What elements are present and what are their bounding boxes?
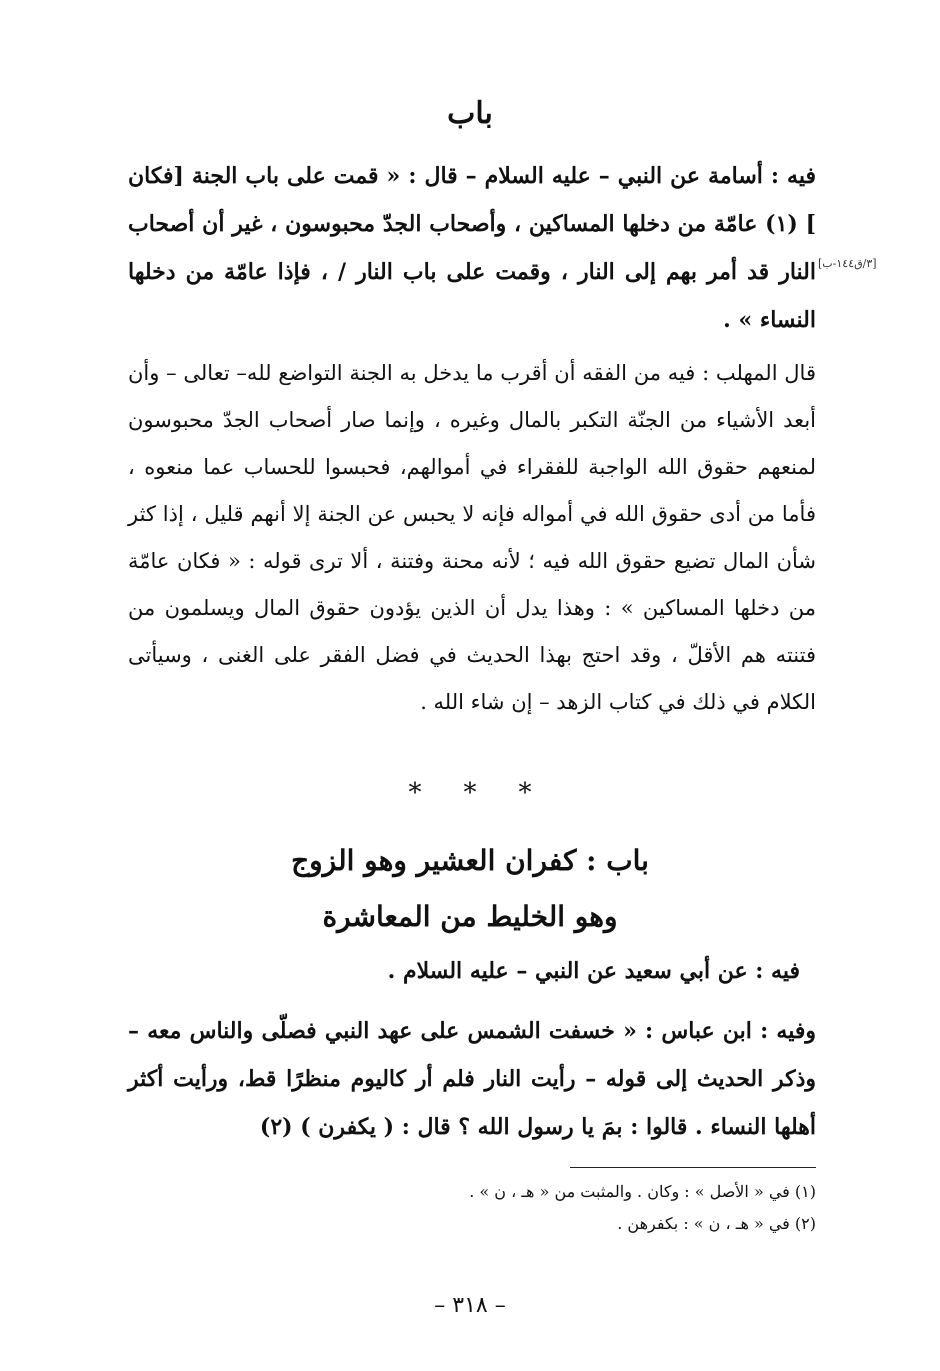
footnote-divider <box>570 1167 816 1168</box>
hadith-paragraph-3: وفيه : ابن عباس : « خسفت الشمس على عهد النبي فصلّى والناس معه – وذكر الحديث إلى قوله – رأيت النار فلم أر كاليوم منظرًا قط، ورأيت أكثر أهلها النساء . قالوا : بمَ يا رسول الله ؟ قال : ( يكفرن ) (٢) <box>128 1018 816 1140</box>
footnotes <box>300 1176 816 1240</box>
footnote-2: (٢) في « هـ ، ن » : بكفرهن . <box>617 1214 816 1233</box>
section-separator: *** <box>408 778 574 808</box>
commentary-paragraph: قال المهلب : فيه من الفقه أن أقرب ما يدخل به الجنة التواضع لله– تعالى – وأن أبعد الأشياء من الجنّة التكبر بالمال وغيره ، وإنما صار أصحاب الجدّ محبوسون لمنعهم حقوق الله الواجبة للفقراء في أموالهم، فحبسوا للحساب عما منعوه ، فأما من أدى حقوق الله في أمواله فإنه لا يحبس عن الجنة إلا أنهم قليل ، إذا كثر شأن المال تضيع حقوق الله فيه ؛ لأنه محنة وفتنة ، ألا ترى قوله : « فكان عامّة من دخلها المساكين » : وهذا يدل أن الذين يؤدون حقوق المال ويسلمون من فتنته هم الأقلّ ، وقد احتج بهذا الحديث في فضل الفقر على الغنى ، وسيأتى الكلام في ذلك في كتاب الزهد – إن شاء الله . <box>128 361 816 714</box>
hadith-paragraph-2: فيه : عن أبي سعيد عن النبي – عليه السلام . <box>387 958 800 984</box>
chapter-heading-line-2: وهو الخليط من المعاشرة <box>322 900 618 933</box>
chapter-heading <box>0 833 940 945</box>
hadith-paragraph-1: فيه : أسامة عن النبي – عليه السلام – قال : « قمت على باب الجنة [فكان ] (١) عامّة من دخلها المساكين ، وأصحاب الجدّ محبوسون ، غير أن أصحاب النار قد أمر بهم إلى النار ، وقمت على باب النار / ، فإذا عامّة من دخلها النساء » . <box>128 163 816 333</box>
chapter-heading-line-1: باب : كفران العشير وهو الزوج <box>291 844 649 877</box>
page-number: – ٣١٨ – <box>434 1293 506 1318</box>
manuscript-margin-reference: [٣/ق١٤٤-ب] <box>818 257 877 270</box>
section-heading: باب <box>447 96 493 131</box>
footnote-1: (١) في « الأصل » : وكان . والمثبت من « هـ ، ن » . <box>469 1182 816 1201</box>
